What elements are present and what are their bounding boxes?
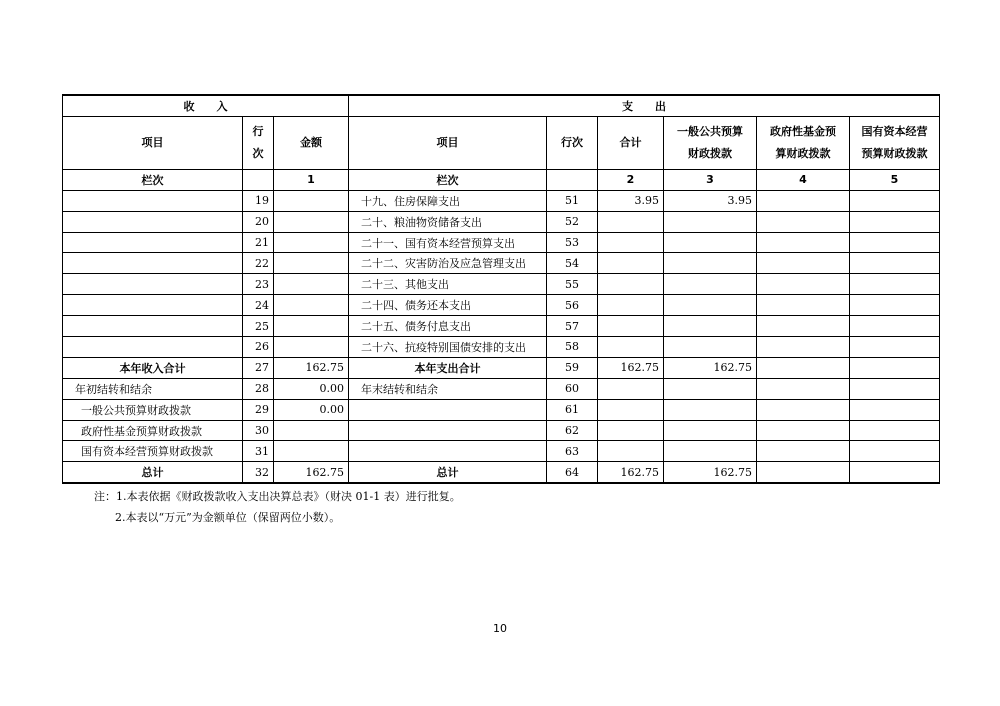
col-income-line-header: 行 次 <box>243 116 274 169</box>
expense-line-cell: 55 <box>547 274 598 295</box>
colnum-general: 3 <box>664 169 757 190</box>
income-item-cell: 年初结转和结余 <box>63 378 243 399</box>
income-line-cell: 22 <box>243 253 274 274</box>
table-row <box>63 462 940 483</box>
table-notes <box>94 486 461 528</box>
general-budget-cell <box>664 274 757 295</box>
colnum-empty2 <box>547 169 598 190</box>
state-capital-cell <box>850 462 940 483</box>
state-capital-cell <box>850 295 940 316</box>
note-2: 2.本表以“万元”为金额单位（保留两位小数）。 <box>115 511 341 524</box>
col-state-capital-header: 国有资本经营 预算财政拨款 <box>850 116 940 169</box>
income-line-cell: 29 <box>243 399 274 420</box>
expense-item-cell: 总计 <box>349 462 547 483</box>
expense-line-cell: 52 <box>547 211 598 232</box>
income-amount-cell: 162.75 <box>274 357 349 378</box>
income-amount-cell <box>274 211 349 232</box>
gov-fund-cell <box>757 211 850 232</box>
state-capital-cell <box>850 211 940 232</box>
total-cell <box>598 316 664 337</box>
gov-fund-cell <box>757 190 850 211</box>
income-line-cell: 19 <box>243 190 274 211</box>
total-cell <box>598 337 664 358</box>
income-amount-cell: 162.75 <box>274 462 349 483</box>
expense-item-cell: 二十四、债务还本支出 <box>349 295 547 316</box>
table-row <box>63 232 940 253</box>
expense-section-header: 支 出 <box>349 95 940 116</box>
income-section-header: 收 入 <box>63 95 349 116</box>
table-row <box>63 274 940 295</box>
general-budget-cell: 162.75 <box>664 462 757 483</box>
income-line-cell: 26 <box>243 337 274 358</box>
state-capital-cell <box>850 253 940 274</box>
expense-item-cell: 年末结转和结余 <box>349 378 547 399</box>
col-gov-fund-header: 政府性基金预 算财政拨款 <box>757 116 850 169</box>
general-budget-cell <box>664 378 757 399</box>
general-budget-cell <box>664 316 757 337</box>
colnum-label2: 栏次 <box>349 169 547 190</box>
state-capital-cell <box>850 316 940 337</box>
gov-fund-cell <box>757 378 850 399</box>
table-row <box>63 253 940 274</box>
income-line-cell: 23 <box>243 274 274 295</box>
general-budget-cell: 3.95 <box>664 190 757 211</box>
income-amount-cell <box>274 337 349 358</box>
expense-line-cell: 53 <box>547 232 598 253</box>
gov-fund-cell <box>757 253 850 274</box>
expense-item-cell: 本年支出合计 <box>349 357 547 378</box>
expense-line-cell: 63 <box>547 441 598 462</box>
state-capital-cell <box>850 357 940 378</box>
income-amount-cell <box>274 253 349 274</box>
expense-item-cell: 二十五、债务付息支出 <box>349 316 547 337</box>
expense-line-cell: 51 <box>547 190 598 211</box>
expense-item-cell: 二十三、其他支出 <box>349 274 547 295</box>
income-line-cell: 32 <box>243 462 274 483</box>
general-budget-cell <box>664 399 757 420</box>
col-general-budget-header: 一般公共预算 财政拨款 <box>664 116 757 169</box>
income-item-cell: 总计 <box>63 462 243 483</box>
gov-fund-cell <box>757 295 850 316</box>
income-amount-cell <box>274 190 349 211</box>
income-line-cell: 30 <box>243 420 274 441</box>
col-total-header: 合计 <box>598 116 664 169</box>
page-number: 10 <box>493 622 507 635</box>
col-income-amount-header: 金额 <box>274 116 349 169</box>
colnum-amount: 1 <box>274 169 349 190</box>
income-amount-cell <box>274 316 349 337</box>
income-item-cell <box>63 274 243 295</box>
expense-item-cell: 二十六、抗疫特别国债安排的支出 <box>349 337 547 358</box>
total-cell: 162.75 <box>598 357 664 378</box>
state-capital-cell <box>850 232 940 253</box>
state-capital-cell <box>850 274 940 295</box>
total-cell <box>598 211 664 232</box>
col-income-item-header: 项目 <box>63 116 243 169</box>
gov-fund-cell <box>757 399 850 420</box>
total-cell: 3.95 <box>598 190 664 211</box>
general-budget-cell <box>664 253 757 274</box>
gov-fund-cell <box>757 441 850 462</box>
total-cell <box>598 232 664 253</box>
table-row <box>63 211 940 232</box>
expense-line-cell: 64 <box>547 462 598 483</box>
expense-item-cell: 二十一、国有资本经营预算支出 <box>349 232 547 253</box>
income-line-cell: 21 <box>243 232 274 253</box>
gov-fund-cell <box>757 232 850 253</box>
note-1: 注：1.本表依据《财政拨款收入支出决算总表》（财决 01-1 表）进行批复。 <box>94 490 461 503</box>
colnum-total: 2 <box>598 169 664 190</box>
income-line-cell: 25 <box>243 316 274 337</box>
income-item-cell <box>63 253 243 274</box>
expense-item-cell: 二十、粮油物资储备支出 <box>349 211 547 232</box>
expense-line-cell: 60 <box>547 378 598 399</box>
gov-fund-cell <box>757 274 850 295</box>
income-amount-cell: 0.00 <box>274 378 349 399</box>
fiscal-appropriation-table <box>62 94 940 484</box>
income-amount-cell <box>274 232 349 253</box>
income-item-cell <box>63 316 243 337</box>
gov-fund-cell <box>757 462 850 483</box>
table-row <box>63 441 940 462</box>
expense-line-cell: 58 <box>547 337 598 358</box>
colnum-empty <box>243 169 274 190</box>
table-row <box>63 337 940 358</box>
income-amount-cell <box>274 274 349 295</box>
expense-line-cell: 62 <box>547 420 598 441</box>
income-item-cell: 本年收入合计 <box>63 357 243 378</box>
expense-item-cell <box>349 441 547 462</box>
colnum-label: 栏次 <box>63 169 243 190</box>
table-row <box>63 295 940 316</box>
total-cell <box>598 399 664 420</box>
total-cell <box>598 253 664 274</box>
expense-item-cell <box>349 399 547 420</box>
income-item-cell: 政府性基金预算财政拨款 <box>63 420 243 441</box>
general-budget-cell <box>664 295 757 316</box>
table-row <box>63 378 940 399</box>
expense-line-cell: 56 <box>547 295 598 316</box>
income-item-cell <box>63 211 243 232</box>
state-capital-cell <box>850 378 940 399</box>
gov-fund-cell <box>757 357 850 378</box>
income-item-cell <box>63 232 243 253</box>
total-cell <box>598 378 664 399</box>
income-amount-cell <box>274 441 349 462</box>
state-capital-cell <box>850 399 940 420</box>
expense-item-cell <box>349 420 547 441</box>
income-amount-cell <box>274 295 349 316</box>
income-line-cell: 28 <box>243 378 274 399</box>
col-expense-line-header: 行次 <box>547 116 598 169</box>
income-amount-cell <box>274 420 349 441</box>
expense-line-cell: 61 <box>547 399 598 420</box>
colnum-state: 5 <box>850 169 940 190</box>
general-budget-cell <box>664 211 757 232</box>
table-row <box>63 357 940 378</box>
state-capital-cell <box>850 420 940 441</box>
colnum-fund: 4 <box>757 169 850 190</box>
income-item-cell: 国有资本经营预算财政拨款 <box>63 441 243 462</box>
gov-fund-cell <box>757 420 850 441</box>
income-line-cell: 31 <box>243 441 274 462</box>
general-budget-cell <box>664 337 757 358</box>
table-row <box>63 420 940 441</box>
total-cell: 162.75 <box>598 462 664 483</box>
state-capital-cell <box>850 441 940 462</box>
state-capital-cell <box>850 190 940 211</box>
col-expense-item-header: 项目 <box>349 116 547 169</box>
expense-item-cell: 十九、住房保障支出 <box>349 190 547 211</box>
income-line-cell: 20 <box>243 211 274 232</box>
state-capital-cell <box>850 337 940 358</box>
total-cell <box>598 441 664 462</box>
total-cell <box>598 274 664 295</box>
income-item-cell <box>63 190 243 211</box>
expense-item-cell: 二十二、灾害防治及应急管理支出 <box>349 253 547 274</box>
gov-fund-cell <box>757 316 850 337</box>
expense-line-cell: 57 <box>547 316 598 337</box>
income-amount-cell: 0.00 <box>274 399 349 420</box>
table-row <box>63 399 940 420</box>
income-line-cell: 24 <box>243 295 274 316</box>
table-row <box>63 190 940 211</box>
general-budget-cell: 162.75 <box>664 357 757 378</box>
general-budget-cell <box>664 232 757 253</box>
total-cell <box>598 295 664 316</box>
general-budget-cell <box>664 441 757 462</box>
expense-line-cell: 59 <box>547 357 598 378</box>
general-budget-cell <box>664 420 757 441</box>
income-line-cell: 27 <box>243 357 274 378</box>
table-row <box>63 316 940 337</box>
gov-fund-cell <box>757 337 850 358</box>
expense-line-cell: 54 <box>547 253 598 274</box>
total-cell <box>598 420 664 441</box>
income-item-cell <box>63 295 243 316</box>
income-item-cell: 一般公共预算财政拨款 <box>63 399 243 420</box>
income-item-cell <box>63 337 243 358</box>
